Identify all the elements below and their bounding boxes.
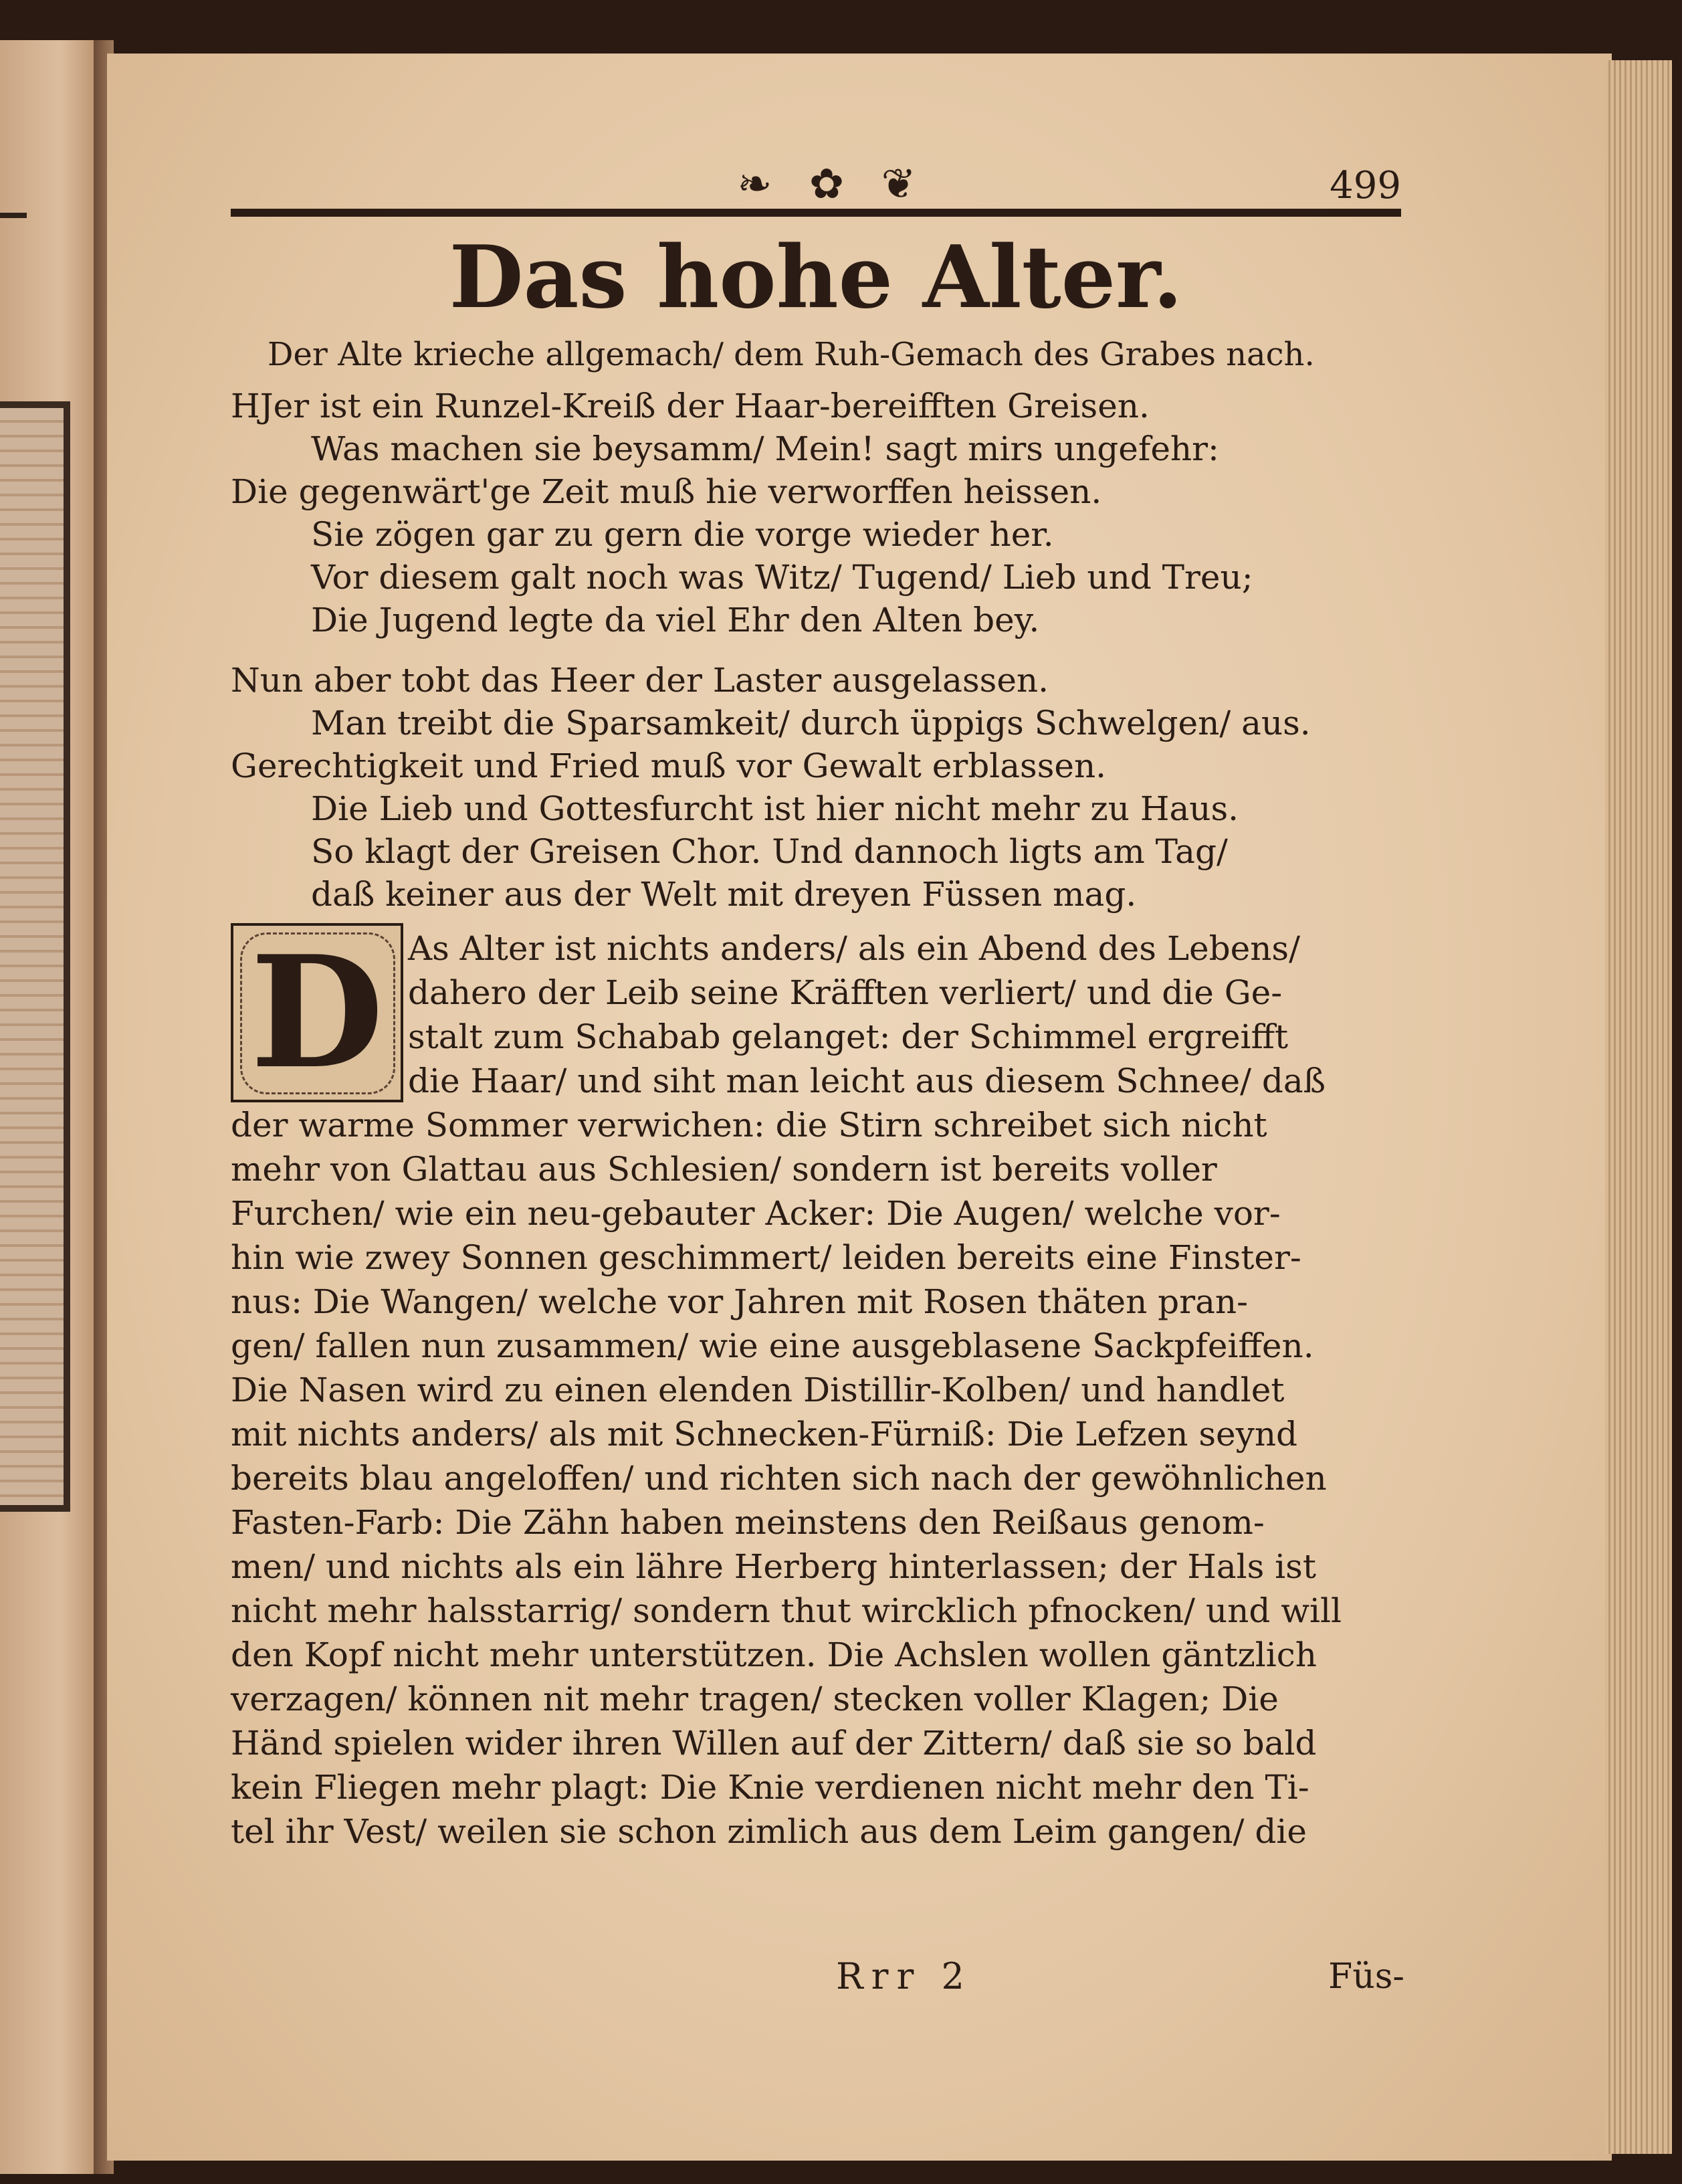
drop-cap-letter: D [250, 923, 384, 1102]
facing-page-engraving-frame [0, 401, 70, 1512]
poem-line: Vor diesem galt noch was Witz/ Tugend/ Lieb und Treu; [311, 558, 1253, 597]
prose-line: kein Fliegen mehr plagt: Die Knie verdienen nicht mehr den Ti- [231, 1768, 1309, 1807]
page-footer [836, 1953, 1404, 2007]
poem-line: Nun aber tobt das Heer der Laster ausgelassen. [231, 661, 1049, 700]
prose-line: Fasten-Farb: Die Zähn haben meinstens den Reißaus genom- [231, 1503, 1265, 1542]
prose-line: dahero der Leib seine Kräfften verliert/ und die Ge- [408, 973, 1283, 1012]
prose-line: Händ spielen wider ihren Willen auf der Zittern/ daß sie so bald [231, 1724, 1317, 1763]
prose-line: men/ und nichts als ein lähre Herberg hinterlassen; der Hals ist [231, 1547, 1316, 1586]
prose-line: mehr von Glattau aus Schlesien/ sondern ist bereits voller [231, 1150, 1217, 1189]
prose-line: stalt zum Schabab gelanget: der Schimmel ergreifft [408, 1017, 1289, 1056]
poem-line: Die gegenwärt'ge Zeit muß hie verworffen heissen. [231, 472, 1102, 511]
motto-line: Der Alte krieche allgemach/ dem Ruh-Gemach des Grabes nach. [268, 336, 1315, 373]
prose-line: bereits blau angeloffen/ und richten sich nach der gewöhnlichen [231, 1459, 1327, 1498]
prose-line: gen/ fallen nun zusammen/ wie eine ausgeblasene Sackpfeiffen. [231, 1326, 1314, 1365]
poem-line: Man treibt die Sparsamkeit/ durch üppigs Schwelgen/ aus. [311, 704, 1311, 742]
catchword: Füs- [1328, 1957, 1404, 1997]
gathering-signature: Rrr 2 [836, 1955, 972, 1997]
page-edges [1605, 60, 1672, 2154]
poem-line: Sie zögen gar zu gern die vorge wieder her. [311, 515, 1054, 554]
drop-cap-initial [231, 923, 403, 1102]
chapter-title: Das hohe Alter. [449, 227, 1183, 328]
poem-line: Die Lieb und Gottesfurcht ist hier nicht mehr zu Haus. [311, 789, 1239, 828]
poem-line: HJer ist ein Runzel-Kreiß der Haar-bereifften Greisen. [231, 387, 1150, 425]
running-header [231, 161, 1401, 227]
prose-line: der warme Sommer verwichen: die Stirn schreibet sich nicht [231, 1106, 1267, 1145]
prose-line: nus: Die Wangen/ welche vor Jahren mit Rosen thäten pran- [231, 1282, 1248, 1321]
header-rule [231, 209, 1401, 217]
prose-line: As Alter ist nichts anders/ als ein Abend des Lebens/ [408, 929, 1300, 968]
page-number: 499 [1330, 164, 1401, 207]
poem-line: Gerechtigkeit und Fried muß vor Gewalt erblassen. [231, 747, 1107, 785]
poem-line: Was machen sie beysamm/ Mein! sagt mirs ungefehr: [311, 429, 1219, 468]
poem-line: daß keiner aus der Welt mit dreyen Füssen mag. [311, 875, 1137, 914]
prose-line: hin wie zwey Sonnen geschimmert/ leiden bereits eine Finster- [231, 1238, 1301, 1277]
poem-line: Die Jugend legte da viel Ehr den Alten bey. [311, 601, 1040, 639]
prose-line: nicht mehr halsstarrig/ sondern thut wircklich pfnocken/ und will [231, 1591, 1342, 1630]
prose-line: mit nichts anders/ als mit Schnecken-Fürniß: Die Lefzen seynd [231, 1415, 1298, 1454]
header-ornament-icon: ❧ ✿ ❦ [737, 159, 928, 208]
facing-page-rule [0, 213, 27, 218]
prose-line: tel ihr Vest/ weilen sie schon zimlich aus dem Leim gangen/ die [231, 1812, 1307, 1851]
poem-line: So klagt der Greisen Chor. Und dannoch ligts am Tag/ [311, 832, 1228, 871]
prose-line: den Kopf nicht mehr unterstützen. Die Achslen wollen gäntzlich [231, 1635, 1317, 1674]
prose-line: Die Nasen wird zu einen elenden Distillir-Kolben/ und handlet [231, 1371, 1285, 1409]
prose-line: die Haar/ und siht man leicht aus diesem Schnee/ daß [408, 1062, 1326, 1100]
prose-line: verzagen/ können nit mehr tragen/ stecken voller Klagen; Die [231, 1680, 1279, 1718]
prose-line: Furchen/ wie ein neu-gebauter Acker: Die Augen/ welche vor- [231, 1194, 1281, 1233]
